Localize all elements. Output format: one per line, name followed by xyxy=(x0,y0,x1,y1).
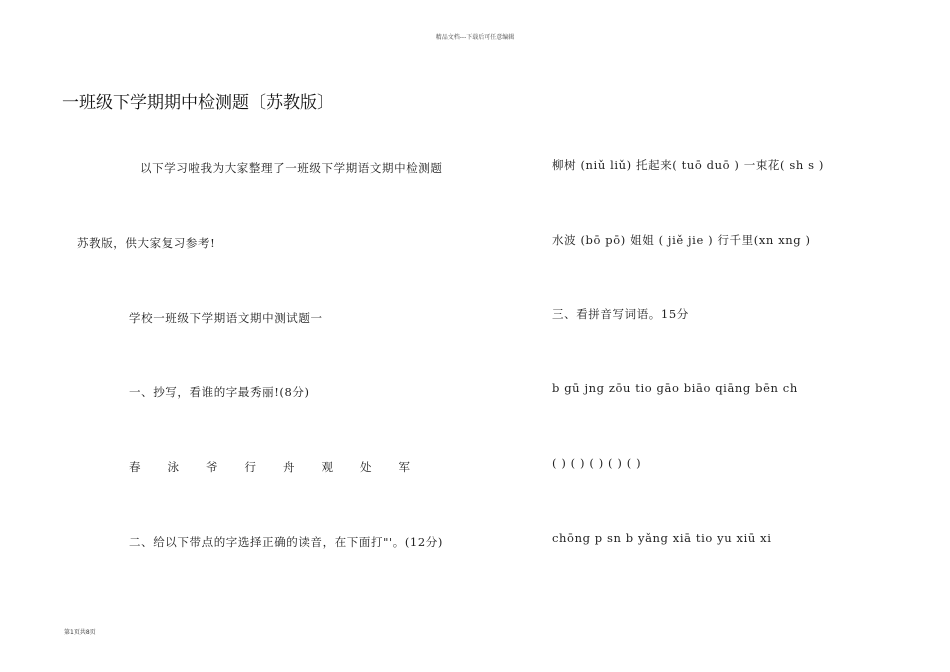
section-3-heading: 三、看拼音写词语。15分 xyxy=(552,307,689,321)
copy-character: 处 xyxy=(360,460,372,474)
copy-character: 观 xyxy=(321,460,333,474)
copy-character: 舟 xyxy=(283,460,295,474)
copy-character: 泳 xyxy=(167,460,179,474)
page-number: 第1页共8页 xyxy=(64,629,96,636)
section-2-heading: 二、给以下带点的字选择正确的读音，在下面打"'。(12分) xyxy=(129,535,443,549)
copy-character: 春 xyxy=(129,460,141,474)
document-title: 一班级下学期期中检测题〔苏教版〕 xyxy=(62,93,334,113)
copy-character: 行 xyxy=(244,460,256,474)
answer-brackets-row: ( ) ( ) ( ) ( ) ( ) xyxy=(552,456,642,470)
pinyin-choice-line-2: 水波 (bō pō) 姐姐 ( jiě jie ) 行千里(xn xng ) xyxy=(552,233,811,247)
pinyin-row-1: b gū jng zōu tio gāo biāo qiāng bēn ch xyxy=(552,381,798,395)
copy-character: 军 xyxy=(398,460,410,474)
pinyin-row-2: chōng p sn b yǎng xiā tio yu xiū xi xyxy=(552,531,772,545)
intro-line-2: 苏教版，供大家复习参考! xyxy=(77,236,216,250)
copy-character: 爷 xyxy=(206,460,218,474)
intro-line-1: 以下学习啦我为大家整理了一班级下学期语文期中检测题 xyxy=(140,161,443,175)
section-1-heading: 一、抄写，看谁的字最秀丽!(8分) xyxy=(129,385,310,399)
copy-characters-row xyxy=(129,459,437,475)
pinyin-choice-line-1: 柳树 (niǔ liǔ) 托起来( tuō duō ) 一束花( sh s ) xyxy=(552,158,824,172)
test-subtitle: 学校一班级下学期语文期中测试题一 xyxy=(129,311,323,325)
header-note: 精品文档---下载后可任意编辑 xyxy=(435,34,515,41)
